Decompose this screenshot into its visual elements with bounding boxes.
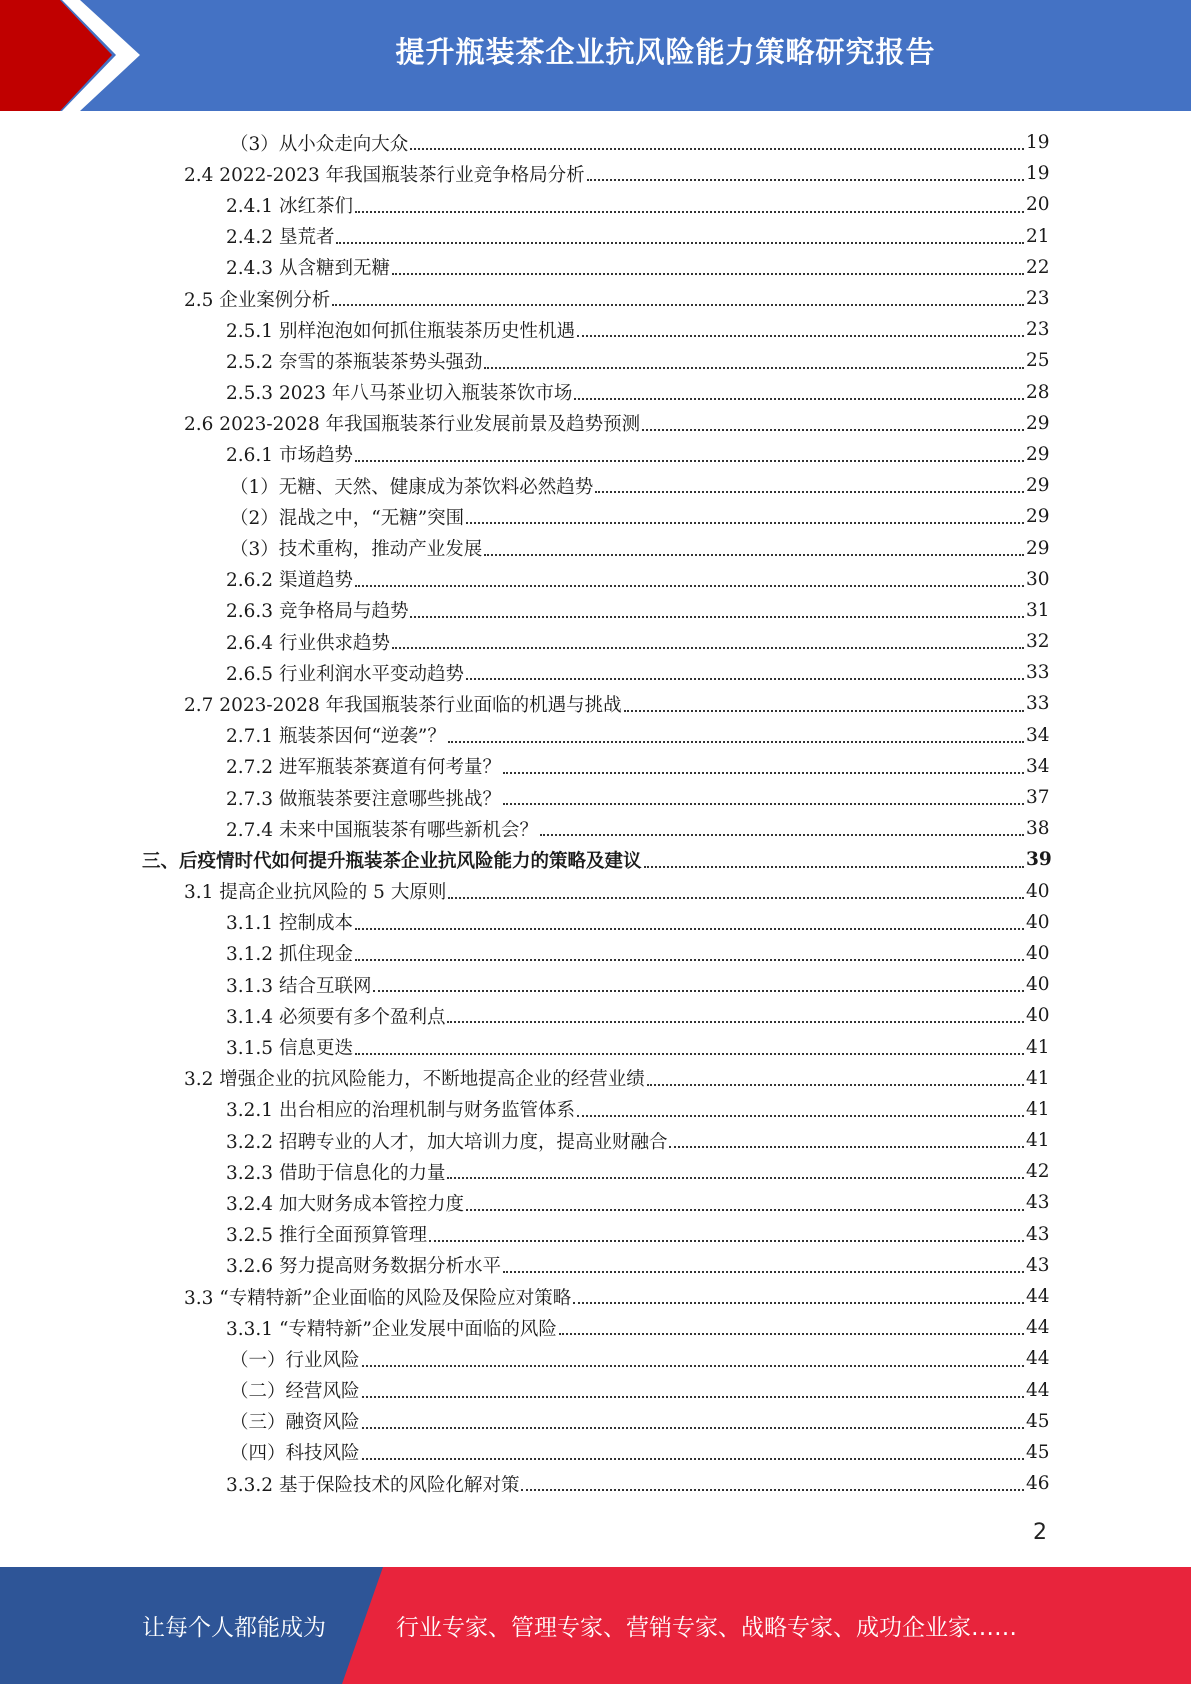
toc-entry[interactable]	[0, 1187, 1191, 1218]
toc-entry-page: 40	[1026, 911, 1050, 933]
toc-dot-leader	[647, 1083, 1024, 1086]
toc-dot-leader	[559, 1332, 1024, 1335]
toc-entry-page: 31	[1026, 599, 1050, 621]
toc-entry[interactable]	[0, 408, 1191, 439]
toc-entry-title: （1）无糖、天然、健康成为茶饮料必然趋势	[230, 476, 594, 498]
toc-entry-title: 3.2 增强企业的抗风险能力，不断地提高企业的经营业绩	[184, 1069, 645, 1091]
toc-dot-leader	[332, 303, 1024, 306]
toc-entry[interactable]	[0, 595, 1191, 626]
toc-entry[interactable]	[0, 782, 1191, 813]
toc-entry[interactable]	[0, 657, 1191, 688]
toc-entry-page: 33	[1026, 693, 1050, 715]
toc-entry[interactable]	[0, 907, 1191, 938]
toc-entry[interactable]	[0, 751, 1191, 782]
toc-dot-leader	[521, 1488, 1024, 1491]
toc-entry-title: （3）技术重构，推动产业发展	[230, 539, 483, 561]
toc-entry-title: 2.6 2023-2028 年我国瓶装茶行业发展前景及趋势预测	[184, 414, 641, 436]
toc-entry-title: 3.3 “专精特新”企业面临的风险及保险应对策略	[184, 1287, 572, 1309]
toc-entry[interactable]	[0, 377, 1191, 408]
toc-entry[interactable]	[0, 314, 1191, 345]
toc-entry-page: 45	[1026, 1441, 1050, 1463]
toc-entry-page: 43	[1026, 1192, 1050, 1214]
toc-entry[interactable]	[0, 813, 1191, 844]
toc-entry-page: 29	[1026, 475, 1050, 497]
toc-entry-page: 34	[1026, 724, 1050, 746]
toc-entry[interactable]	[0, 876, 1191, 907]
toc-entry-page: 41	[1026, 1098, 1050, 1120]
toc-entry[interactable]	[0, 1000, 1191, 1031]
toc-entry-page: 29	[1026, 537, 1050, 559]
toc-dot-leader	[624, 709, 1024, 712]
toc-entry-title: 2.6.5 行业利润水平变动趋势	[226, 663, 464, 685]
toc-entry-title: 3.2.1 出台相应的治理机制与财务监管体系	[226, 1100, 575, 1122]
toc-entry-title: （3）从小众走向大众	[230, 133, 409, 155]
document-title: 提升瓶装茶企业抗风险能力策略研究报告	[395, 34, 936, 69]
toc-entry-title: 2.7.2 进军瓶装茶赛道有何考量？	[226, 757, 501, 779]
toc-entry-title: 2.7.3 做瓶装茶要注意哪些挑战？	[226, 788, 501, 810]
toc-dot-leader	[447, 1176, 1024, 1179]
toc-dot-leader	[503, 802, 1024, 805]
toc-entry-title: （二）经营风险	[230, 1381, 360, 1403]
toc-entry-title: 2.5.2 奈雪的茶瓶装茶势头强劲	[226, 351, 483, 373]
toc-dot-leader	[373, 989, 1024, 992]
toc-dot-leader	[392, 272, 1024, 275]
toc-dot-leader	[466, 1208, 1024, 1211]
toc-entry[interactable]	[0, 1063, 1191, 1094]
toc-entry-page: 39	[1026, 849, 1052, 871]
toc-entry[interactable]	[0, 969, 1191, 1000]
toc-entry-page: 29	[1026, 506, 1050, 528]
page-footer	[0, 1567, 1191, 1684]
toc-entry[interactable]	[0, 938, 1191, 969]
toc-entry[interactable]	[0, 1375, 1191, 1406]
toc-entry-title: 3.3.1 “专精特新”企业发展中面临的风险	[226, 1318, 557, 1340]
toc-entry-title: 2.5.1 别样泡泡如何抓住瓶装茶历史性机遇	[226, 320, 575, 342]
toc-dot-leader	[644, 865, 1024, 868]
toc-entry-title: （四）科技风险	[230, 1443, 360, 1465]
toc-entry-page: 46	[1026, 1473, 1050, 1495]
toc-dot-leader	[448, 740, 1024, 743]
toc-dot-leader	[355, 927, 1024, 930]
toc-entry-title: 三、后疫情时代如何提升瓶装茶企业抗风险能力的策略及建议	[142, 850, 642, 872]
toc-entry-page: 19	[1026, 163, 1050, 185]
toc-entry-page: 20	[1026, 194, 1050, 216]
toc-entry-title: 3.2.5 推行全面预算管理	[226, 1225, 427, 1247]
toc-entry[interactable]	[0, 470, 1191, 501]
toc-entry-page: 45	[1026, 1410, 1050, 1432]
toc-entry-page: 29	[1026, 443, 1050, 465]
toc-entry-title: 2.7.4 未来中国瓶装茶有哪些新机会？	[226, 819, 538, 841]
toc-entry-page: 33	[1026, 662, 1050, 684]
toc-entry-page: 40	[1026, 974, 1050, 996]
toc-entry-title: 2.4.2 垦荒者	[226, 227, 335, 249]
toc-entry-page: 32	[1026, 631, 1050, 653]
toc-dot-leader	[466, 521, 1024, 524]
toc-entry-page: 21	[1026, 225, 1050, 247]
toc-entry-title: 3.2.3 借助于信息化的力量	[226, 1162, 446, 1184]
toc-entry-page: 43	[1026, 1254, 1050, 1276]
toc-entry-title: 2.6.1 市场趋势	[226, 445, 353, 467]
toc-entry-page: 40	[1026, 1005, 1050, 1027]
toc-dot-leader	[669, 1145, 1024, 1148]
toc-entry-title: 3.1.4 必须要有多个盈利点	[226, 1006, 446, 1028]
toc-entry-title: 3.1.1 控制成本	[226, 913, 353, 935]
toc-entry-page: 44	[1026, 1348, 1050, 1370]
toc-entry-page: 44	[1026, 1317, 1050, 1339]
toc-entry-title: 2.7 2023-2028 年我国瓶装茶行业面临的机遇与挑战	[184, 694, 622, 716]
toc-entry-title: 2.5 企业案例分析	[184, 289, 331, 311]
toc-entry-page: 25	[1026, 350, 1050, 372]
toc-dot-leader	[410, 615, 1024, 618]
toc-entry[interactable]	[0, 189, 1191, 220]
toc-entry-title: 3.1.3 结合互联网	[226, 975, 372, 997]
footer-slogan-right: 行业专家、管理专家、营销专家、战略专家、成功企业家……	[396, 1615, 1017, 1641]
toc-entry-page: 44	[1026, 1379, 1050, 1401]
toc-dot-leader	[642, 428, 1024, 431]
toc-entry-page: 43	[1026, 1223, 1050, 1245]
toc-entry-page: 41	[1026, 1036, 1050, 1058]
toc-dot-leader	[484, 366, 1024, 369]
header-flag-icon	[0, 0, 160, 111]
page-header	[0, 0, 1191, 111]
toc-entry-title: 2.5.3 2023 年八马茶业切入瓶装茶饮市场	[226, 383, 573, 405]
toc-entry-page: 19	[1026, 132, 1050, 154]
toc-entry[interactable]	[0, 252, 1191, 283]
toc-entry-page: 23	[1026, 288, 1050, 310]
toc-entry-page: 42	[1026, 1161, 1050, 1183]
toc-dot-leader	[355, 1052, 1024, 1055]
toc-entry[interactable]	[0, 1219, 1191, 1250]
toc-entry[interactable]	[0, 688, 1191, 719]
toc-entry-page: 41	[1026, 1130, 1050, 1152]
toc-entry[interactable]	[0, 720, 1191, 751]
toc-dot-leader	[540, 833, 1024, 836]
toc-entry-title: 3.1.2 抓住现金	[226, 944, 353, 966]
toc-entry-title: 3.1 提高企业抗风险的 5 大原则	[184, 882, 447, 904]
toc-entry[interactable]	[0, 1031, 1191, 1062]
toc-entry[interactable]	[0, 1094, 1191, 1125]
toc-entry-title: 2.6.3 竞争格局与趋势	[226, 601, 409, 623]
toc-dot-leader	[577, 1114, 1024, 1117]
toc-entry-title: （三）融资风险	[230, 1412, 360, 1434]
toc-entry-page: 28	[1026, 381, 1050, 403]
toc-dot-leader	[447, 1020, 1024, 1023]
toc-dot-leader	[448, 896, 1024, 899]
toc-entry[interactable]	[0, 1125, 1191, 1156]
toc-entry-title: 2.6.4 行业供求趋势	[226, 632, 390, 654]
toc-entry-page: 40	[1026, 880, 1050, 902]
toc-entry[interactable]	[0, 564, 1191, 595]
toc-dot-leader	[587, 178, 1024, 181]
toc-entry-title: 3.3.2 基于保险技术的风险化解对策	[226, 1474, 520, 1496]
toc-dot-leader	[577, 334, 1024, 337]
toc-dot-leader	[362, 1426, 1024, 1429]
toc-entry-page: 23	[1026, 319, 1050, 341]
toc-dot-leader	[336, 241, 1024, 244]
toc-entry-title: （2）混战之中，“无糖”突围	[230, 507, 465, 529]
toc-entry[interactable]	[0, 501, 1191, 532]
toc-entry-title: 2.4 2022-2023 年我国瓶装茶行业竞争格局分析	[184, 164, 585, 186]
toc-dot-leader	[362, 1395, 1024, 1398]
toc-entry[interactable]	[0, 844, 1191, 875]
toc-entry[interactable]	[0, 1156, 1191, 1187]
toc-entry[interactable]	[0, 439, 1191, 470]
toc-entry[interactable]	[0, 1250, 1191, 1281]
toc-dot-leader	[362, 1364, 1024, 1367]
toc-entry[interactable]	[0, 1281, 1191, 1312]
toc-entry-page: 44	[1026, 1286, 1050, 1308]
toc-dot-leader	[392, 646, 1024, 649]
toc-entry-page: 37	[1026, 787, 1050, 809]
toc-dot-leader	[466, 677, 1024, 680]
toc-dot-leader	[355, 958, 1024, 961]
toc-entry-page: 40	[1026, 942, 1050, 964]
toc-entry[interactable]	[0, 221, 1191, 252]
toc-entry-page: 34	[1026, 755, 1050, 777]
toc-entry-page: 29	[1026, 412, 1050, 434]
toc-dot-leader	[355, 584, 1024, 587]
toc-dot-leader	[503, 771, 1024, 774]
toc-dot-leader	[573, 1301, 1024, 1304]
toc-entry-title: 2.4.1 冰红茶们	[226, 195, 353, 217]
toc-entry-title: 2.7.1 瓶装茶因何“逆袭”？	[226, 726, 446, 748]
toc-entry-title: 3.1.5 信息更迭	[226, 1038, 353, 1060]
toc-entry-title: 3.2.2 招聘专业的人才，加大培训力度，提高业财融合	[226, 1131, 668, 1153]
toc-entry[interactable]	[0, 1343, 1191, 1374]
toc-entry[interactable]	[0, 626, 1191, 657]
toc-entry[interactable]	[0, 127, 1191, 158]
toc-entry-page: 41	[1026, 1067, 1050, 1089]
toc-dot-leader	[595, 490, 1024, 493]
toc-entry[interactable]	[0, 1468, 1191, 1499]
toc-dot-leader	[355, 210, 1024, 213]
toc-entry[interactable]	[0, 532, 1191, 563]
toc-dot-leader	[574, 397, 1024, 400]
toc-entry-page: 22	[1026, 256, 1050, 278]
toc-entry[interactable]	[0, 1312, 1191, 1343]
toc-entry[interactable]	[0, 1406, 1191, 1437]
toc-dot-leader	[410, 147, 1024, 150]
toc-dot-leader	[355, 459, 1024, 462]
toc-entry-title: 3.2.4 加大财务成本管控力度	[226, 1193, 464, 1215]
toc-entry[interactable]	[0, 345, 1191, 376]
toc-entry-title: 3.2.6 努力提高财务数据分析水平	[226, 1256, 501, 1278]
toc-entry[interactable]	[0, 158, 1191, 189]
toc-entry[interactable]	[0, 283, 1191, 314]
page-number: 2	[1033, 1520, 1047, 1545]
toc-dot-leader	[429, 1239, 1024, 1242]
toc-dot-leader	[362, 1457, 1024, 1460]
toc-entry-title: （一）行业风险	[230, 1349, 360, 1371]
toc-entry-page: 38	[1026, 818, 1050, 840]
toc-entry-title: 2.4.3 从含糖到无糖	[226, 258, 390, 280]
toc-dot-leader	[484, 553, 1024, 556]
toc-dot-leader	[503, 1270, 1024, 1273]
toc-entry-title: 2.6.2 渠道趋势	[226, 570, 353, 592]
toc-entry[interactable]	[0, 1437, 1191, 1468]
toc-entry-page: 30	[1026, 568, 1050, 590]
table-of-contents	[0, 127, 1191, 1499]
footer-slogan-left: 让每个人都能成为	[142, 1615, 326, 1641]
